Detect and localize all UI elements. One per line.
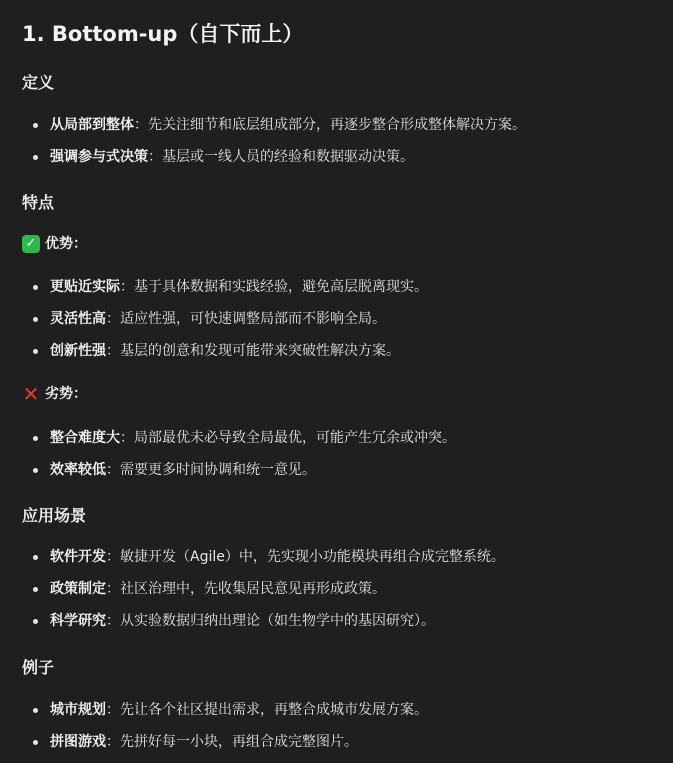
bullet-dot (33, 740, 38, 745)
bullet-dot (33, 468, 38, 473)
disadvantages-label: 劣势： (45, 386, 87, 402)
bullet-dot (33, 619, 38, 624)
section-heading-examples: 例子 (22, 658, 55, 677)
page-title: 1. Bottom-up（自下而上） (22, 22, 304, 46)
item-desc: ：适应性强，可快速调整局部而不影响全局。 (106, 311, 386, 327)
item-desc: ：基于具体数据和实践经验，避免高层脱离现实。 (120, 279, 428, 295)
item-term: 强调参与式决策 (50, 149, 148, 165)
item-term: 效率较低 (50, 462, 106, 478)
item-term: 整合难度大 (50, 430, 120, 446)
item-desc: ：从实验数据归纳出理论（如生物学中的基因研究）。 (106, 613, 435, 629)
item-desc: ：局部最优未必导致全局最优，可能产生冗余或冲突。 (120, 430, 456, 446)
item-desc: ：社区治理中，先收集居民意见再形成政策。 (106, 581, 386, 597)
section-heading-definition: 定义 (22, 73, 55, 92)
item-term: 软件开发 (50, 549, 106, 565)
item-desc: ：敏捷开发（Agile）中，先实现小功能模块再组合成完整系统。 (106, 549, 505, 565)
check-mark-button-icon: ✓ (22, 235, 40, 253)
bullet-dot (33, 349, 38, 354)
bullet-dot (33, 123, 38, 128)
section-heading-features: 特点 (22, 193, 55, 212)
item-desc: ：先关注细节和底层组成部分，再逐步整合形成整体解决方案。 (134, 117, 526, 133)
item-term: 灵活性高 (50, 311, 106, 327)
bullet-dot (33, 708, 38, 713)
item-term: 科学研究 (50, 613, 106, 629)
item-term: 创新性强 (50, 343, 106, 359)
disadvantages-heading (22, 384, 87, 404)
item-term: 城市规划 (50, 702, 106, 718)
bullet-dot (33, 285, 38, 290)
item-desc: ：基层或一线人员的经验和数据驱动决策。 (148, 149, 414, 165)
item-desc: ：先让各个社区提出需求，再整合成城市发展方案。 (106, 702, 428, 718)
cross-mark-icon: ✕ (22, 382, 40, 406)
item-term: 拼图游戏 (50, 734, 106, 750)
item-term: 更贴近实际 (50, 279, 120, 295)
advantages-heading (22, 234, 87, 254)
section-heading-use-cases: 应用场景 (22, 506, 87, 525)
bullet-dot (33, 555, 38, 560)
item-term: 从局部到整体 (50, 117, 134, 133)
bullet-dot (33, 587, 38, 592)
item-desc: ：基层的创意和发现可能带来突破性解决方案。 (106, 343, 400, 359)
bullet-dot (33, 155, 38, 160)
item-term: 政策制定 (50, 581, 106, 597)
bullet-dot (33, 436, 38, 441)
item-desc: ：需要更多时间协调和统一意见。 (106, 462, 316, 478)
advantages-label: 优势： (45, 236, 87, 252)
item-desc: ：先拼好每一小块，再组合成完整图片。 (106, 734, 358, 750)
bullet-dot (33, 317, 38, 322)
